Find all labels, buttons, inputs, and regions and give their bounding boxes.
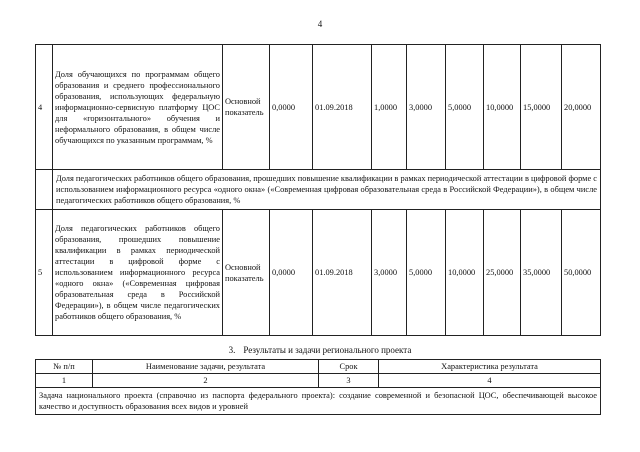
indicator-type: Основной показатель	[223, 45, 270, 170]
row-number: 4	[36, 45, 53, 170]
base-value: 0,0000	[270, 210, 313, 336]
results-header-row	[36, 360, 601, 374]
column-number: 3	[319, 374, 379, 388]
header-cell: Срок	[319, 360, 379, 374]
column-number: 1	[36, 374, 93, 388]
header-cell: № п/п	[36, 360, 93, 374]
value-cell: 3,0000	[407, 45, 446, 170]
value-cell: 25,0000	[484, 210, 521, 336]
task-row	[36, 388, 601, 415]
indicators-table	[35, 44, 601, 336]
section-title	[0, 345, 640, 355]
base-date: 01.09.2018	[313, 45, 372, 170]
indicator-group-row	[36, 170, 601, 210]
results-table	[35, 359, 601, 415]
value-cell: 10,0000	[446, 210, 484, 336]
value-cell: 15,0000	[521, 45, 562, 170]
value-cell: 1,0000	[372, 45, 407, 170]
empty-cell	[36, 170, 53, 210]
section-title-text: Результаты и задачи регионального проекта	[243, 345, 412, 355]
indicator-name: Доля педагогических работников общего образования, прошедших повышение квалификации в рамках периодической аттестации в цифровой форме с использованием информационного ресурса «одного окна» («Современная цифровая образовательная среда в Российской Федерации»), в общем числе педагогических работников общего образования, %	[53, 210, 223, 336]
value-cell: 3,0000	[372, 210, 407, 336]
row-number: 5	[36, 210, 53, 336]
indicator-type: Основной показатель	[223, 210, 270, 336]
value-cell: 50,0000	[562, 210, 601, 336]
value-cell: 20,0000	[562, 45, 601, 170]
section-number: 3.	[228, 345, 236, 355]
value-cell: 5,0000	[446, 45, 484, 170]
task-description: Задача национального проекта (справочно из паспорта федерального проекта): создание современной и безопасной ЦОС, обеспечивающей высокое качество и доступность образования всех видов и уровней	[36, 388, 601, 415]
value-cell: 5,0000	[407, 210, 446, 336]
value-cell: 35,0000	[521, 210, 562, 336]
indicator-name: Доля обучающихся по программам общего образования и среднего профессионального образования, использующих федеральную информационно-сервисную платформу ЦОС для «горизонтального» обучения и неформального образования, в общем числе обучающихся по указанным программам, %	[53, 45, 223, 170]
indicator-row-5	[36, 210, 601, 336]
header-cell: Характеристика результата	[379, 360, 601, 374]
indicator-group-title: Доля педагогических работников общего образования, прошедших повышение квалификации в рамках периодической аттестации в цифровой форме с использованием информационного ресурса «одного окна» («Современная цифровая образовательная среда в Российской Федерации»), в общем числе педагогических работников общего образования, %	[53, 170, 601, 210]
page-number: 4	[317, 19, 323, 29]
value-cell: 10,0000	[484, 45, 521, 170]
header-cell: Наименование задачи, результата	[93, 360, 319, 374]
column-number: 4	[379, 374, 601, 388]
indicator-row-4	[36, 45, 601, 170]
column-number: 2	[93, 374, 319, 388]
base-date: 01.09.2018	[313, 210, 372, 336]
results-number-row	[36, 374, 601, 388]
base-value: 0,0000	[270, 45, 313, 170]
